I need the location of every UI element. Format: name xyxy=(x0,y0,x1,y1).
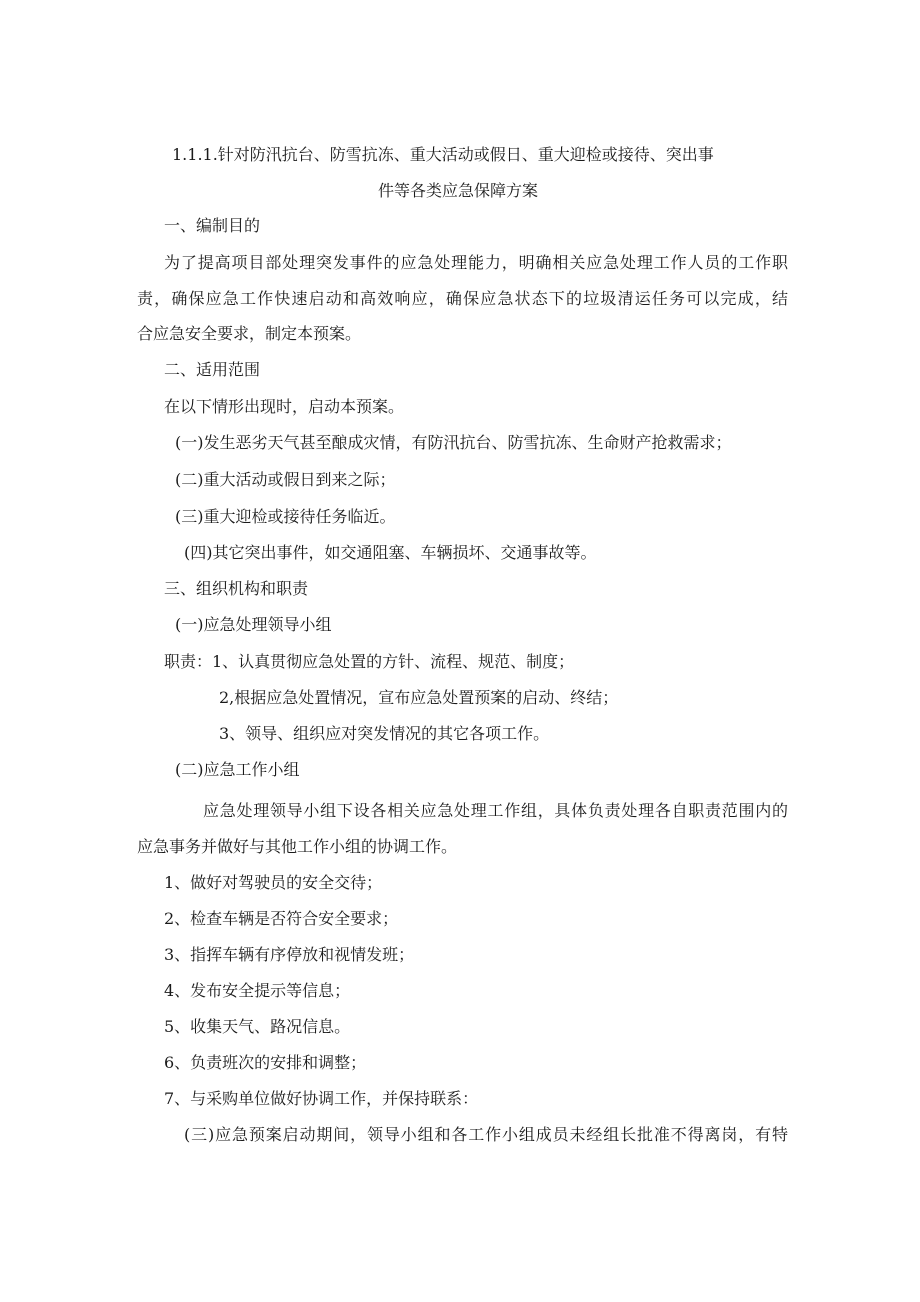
paragraph-line: 应急处理领导小组下设各相关应急处理工作组，具体负责处理各自职责范围内的 xyxy=(203,801,788,820)
section-heading-purpose: 一、编制目的 xyxy=(164,216,261,235)
paragraph-line: 在以下情形出现时，启动本预案。 xyxy=(164,397,405,416)
list-item: (二)重大活动或假日到来之际； xyxy=(175,470,396,489)
paragraph-line: 责，确保应急工作快速启动和高效响应，确保应急状态下的垃圾清运任务可以完成，结 xyxy=(137,289,788,308)
subsection-heading: (一)应急处理领导小组 xyxy=(175,615,332,634)
document-title-line-1: 1.1.1.针对防汛抗台、防雪抗冻、重大活动或假日、重大迎检或接待、突出事 xyxy=(172,145,714,164)
subsection-heading: (二)应急工作小组 xyxy=(175,760,300,779)
task-item: 7、与采购单位做好协调工作，并保持联系： xyxy=(164,1089,479,1108)
subsection-heading: (三)应急预案启动期间，领导小组和各工作小组成员未经组长批准不得离岗，有特 xyxy=(184,1125,788,1144)
section-heading-organization: 三、组织机构和职责 xyxy=(164,579,309,598)
paragraph-line: 应急事务并做好与其他工作小组的协调工作。 xyxy=(137,837,458,856)
section-heading-scope: 二、适用范围 xyxy=(164,360,261,379)
task-item: 2、检查车辆是否符合安全要求； xyxy=(164,909,399,928)
list-item: (三)重大迎检或接待任务临近。 xyxy=(175,507,396,526)
document-title-line-2: 件等各类应急保障方案 xyxy=(378,181,539,200)
duty-item: 2,根据应急处置情况，宣布应急处置预案的启动、终结； xyxy=(219,688,619,707)
duty-item: 3、领导、组织应对突发情况的其它各项工作。 xyxy=(219,724,550,743)
task-item: 5、收集天气、路况信息。 xyxy=(164,1017,351,1036)
paragraph-line: 为了提高项目部处理突发事件的应急处理能力，明确相关应急处理工作人员的工作职 xyxy=(164,253,788,272)
paragraph-line: 合应急安全要求，制定本预案。 xyxy=(137,324,362,343)
list-item: (一)发生恶劣天气甚至酿成灾情，有防汛抗台、防雪抗冻、生命财产抢救需求； xyxy=(175,433,732,452)
duty-item: 职责：1、认真贯彻应急处置的方针、流程、规范、制度； xyxy=(164,652,575,671)
list-item: (四)其它突出事件，如交通阻塞、车辆损坏、交通事故等。 xyxy=(184,543,597,562)
task-item: 4、发布安全提示等信息； xyxy=(164,981,351,1000)
task-item: 1、做好对驾驶员的安全交待； xyxy=(164,873,383,892)
task-item: 3、指挥车辆有序停放和视情发班； xyxy=(164,945,415,964)
task-item: 6、负责班次的安排和调整； xyxy=(164,1053,367,1072)
